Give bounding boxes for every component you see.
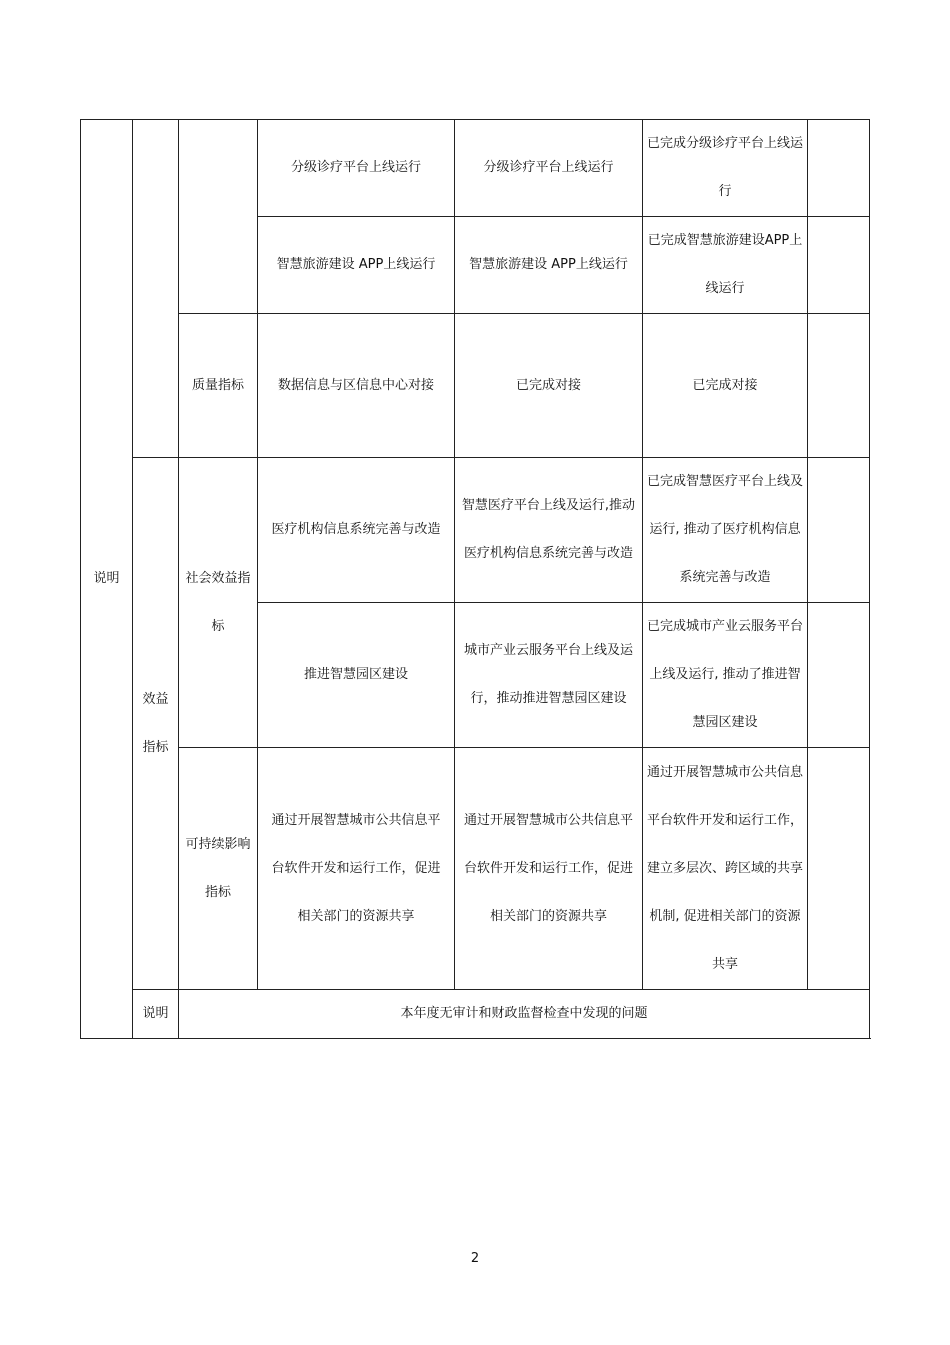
result-cell: 已完成智慧旅游建设APP上线运行: [643, 217, 808, 314]
output-group-cell: [133, 120, 179, 458]
quality-label: 质量指标: [179, 314, 258, 458]
target-cell: 通过开展智慧城市公共信息平台软件开发和运行工作，促进相关部门的资源共享: [258, 748, 455, 990]
score-cell: [808, 603, 870, 748]
actual-cell: 智慧旅游建设 APP上线运行: [455, 217, 643, 314]
target-cell: 医疗机构信息系统完善与改造: [258, 458, 455, 603]
result-cell: 已完成对接: [643, 314, 808, 458]
result-cell: 通过开展智慧城市公共信息平台软件开发和运行工作，建立多层次、跨区域的共享机制, 促进相关部门的资源共享: [643, 748, 808, 990]
outer-label: 说明: [93, 571, 120, 586]
score-cell: [808, 458, 870, 603]
target-cell: 推进智慧园区建设: [258, 603, 455, 748]
sustain-label: 可持续影响指标: [179, 748, 258, 990]
social-label: 社会效益指标: [179, 458, 258, 748]
result-cell: 已完成智慧医疗平台上线及运行, 推动了医疗机构信息系统完善与改造: [643, 458, 808, 603]
score-cell: [808, 120, 870, 217]
score-cell: [808, 217, 870, 314]
result-cell: 已完成城市产业云服务平台上线及运行, 推动了推进智慧园区建设: [643, 603, 808, 748]
outer-label-cell: [81, 120, 133, 1039]
performance-table: [80, 119, 870, 1039]
footer-text: 本年度无审计和财政监督检查中发现的问题: [179, 990, 870, 1039]
footer-label: 说明: [133, 990, 179, 1039]
target-cell: 数据信息与区信息中心对接: [258, 314, 455, 458]
page-number: 2: [470, 1251, 480, 1266]
output-subgroup-cell: [179, 120, 258, 314]
actual-cell: 已完成对接: [455, 314, 643, 458]
benefit-label: 效益指标: [133, 458, 179, 990]
actual-cell: 城市产业云服务平台上线及运行，推动推进智慧园区建设: [455, 603, 643, 748]
target-cell: 分级诊疗平台上线运行: [258, 120, 455, 217]
actual-cell: 智慧医疗平台上线及运行,推动医疗机构信息系统完善与改造: [455, 458, 643, 603]
actual-cell: 分级诊疗平台上线运行: [455, 120, 643, 217]
target-cell: 智慧旅游建设 APP上线运行: [258, 217, 455, 314]
actual-cell: 通过开展智慧城市公共信息平台软件开发和运行工作，促进相关部门的资源共享: [455, 748, 643, 990]
result-cell: 已完成分级诊疗平台上线运行: [643, 120, 808, 217]
score-cell: [808, 748, 870, 990]
score-cell: [808, 314, 870, 458]
